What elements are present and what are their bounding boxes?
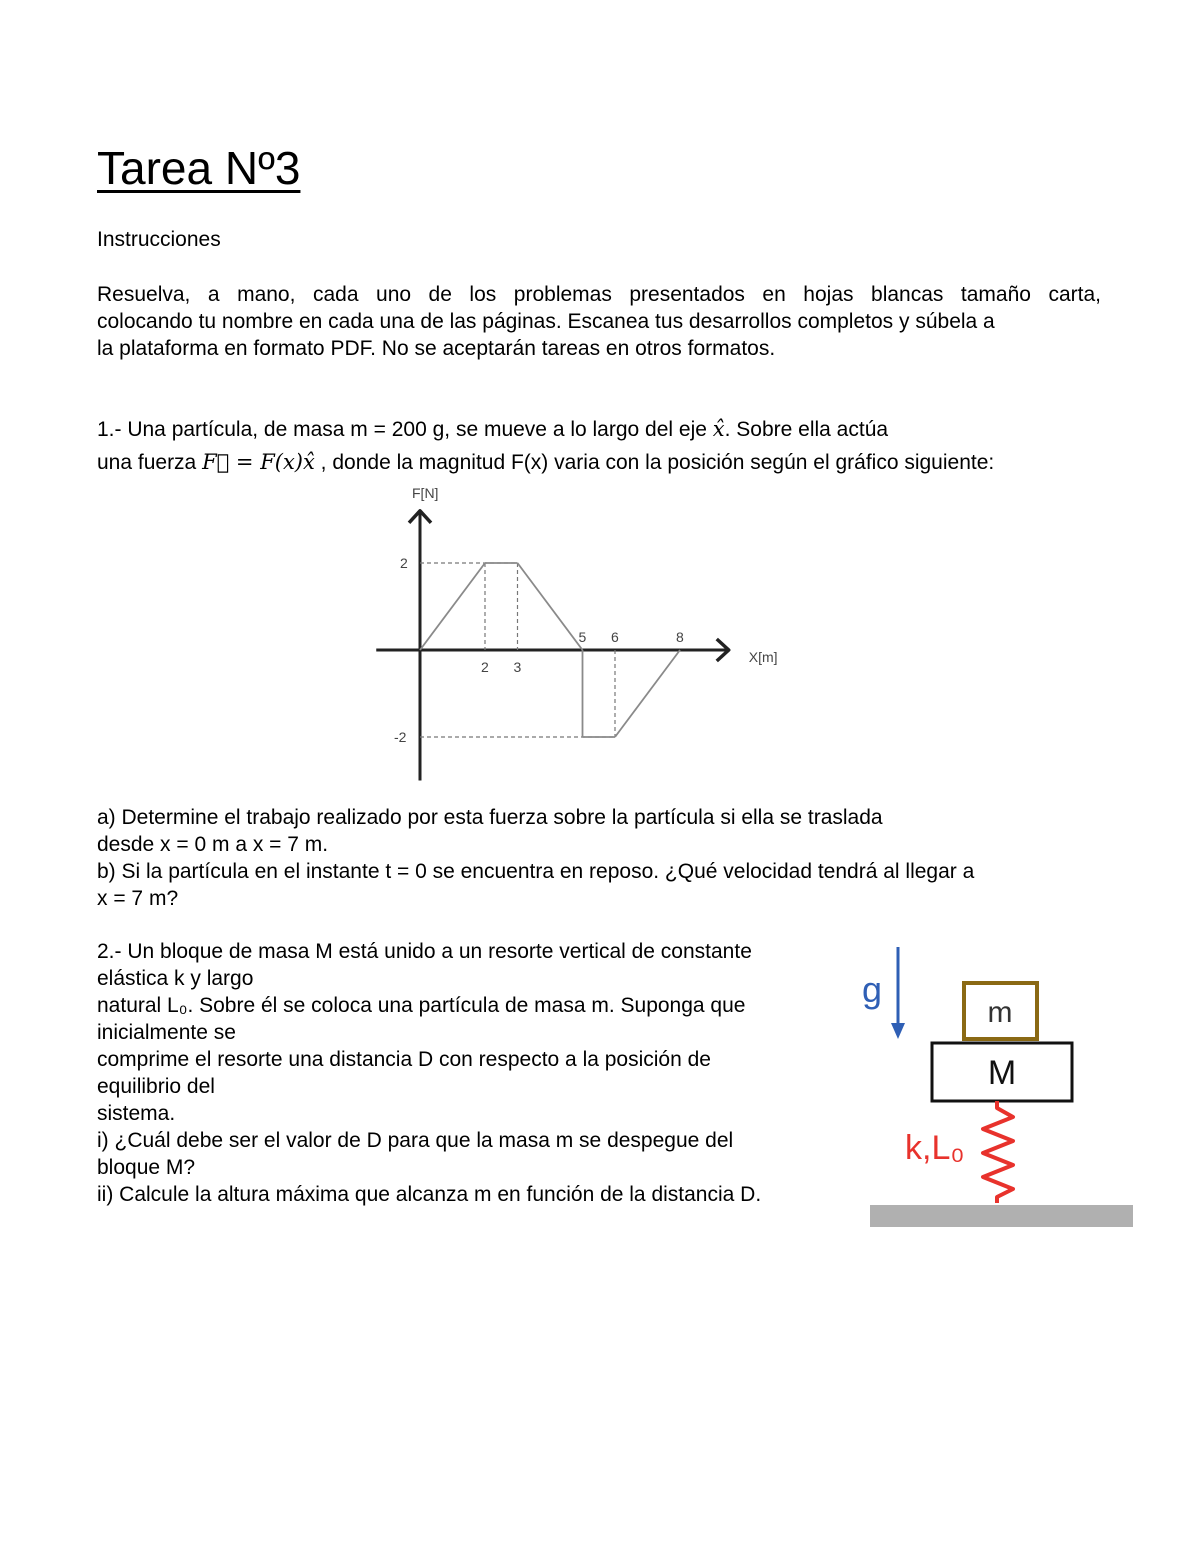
question-a-line1: a) Determine el trabajo realizado por esta fuerza sobre la partícula si ella se traslada	[97, 806, 883, 829]
problem2-line: sistema.	[97, 1102, 176, 1125]
spring	[983, 1101, 1013, 1203]
problem1-text: . Sobre ella actúa	[724, 418, 889, 441]
problem2-line: natural L₀. Sobre él se coloca una partícula de masa m. Suponga que	[97, 994, 746, 1017]
x-axis-label: X[m]	[748, 649, 778, 665]
problem2-question-i-cont: bloque M?	[97, 1156, 196, 1179]
problem2-line: 2.- Un bloque de masa M está unido a un resorte vertical de constante	[97, 940, 752, 963]
problem2-line: comprime el resorte una distancia D con respecto a la posición de	[97, 1048, 711, 1071]
problem1-text: una fuerza	[97, 451, 203, 474]
x-tick-label: 5	[578, 629, 587, 645]
problem2-question-i: i) ¿Cuál debe ser el valor de D para que la masa m se despegue del	[97, 1129, 734, 1152]
ground	[870, 1205, 1133, 1227]
y-axis-label: F[N]	[412, 485, 439, 501]
spring-label: k,L₀	[905, 1129, 965, 1167]
problem2-line: inicialmente se	[97, 1021, 236, 1044]
x-tick-label: 8	[676, 629, 684, 645]
page-title: Tarea Nº3	[97, 142, 301, 194]
question-a-line2: desde x = 0 m a x = 7 m.	[97, 833, 329, 856]
problem2-line: equilibrio del	[97, 1075, 215, 1098]
problem2-question-ii: ii) Calcule la altura máxima que alcanza m en función de la distancia D.	[97, 1183, 762, 1206]
force-equation: F⃗ = F(x)x̂	[202, 450, 315, 474]
instructions-line-3: la plataforma en formato PDF. No se aceptarán tareas en otros formatos.	[97, 337, 776, 360]
force-segment	[615, 650, 680, 737]
instructions-line-1: Resuelva, a mano, cada uno de los problemas presentados en hojas blancas tamaño carta,	[97, 283, 1101, 306]
x-tick-label: 3	[513, 659, 522, 675]
instructions-heading: Instrucciones	[97, 228, 221, 251]
y-tick-label: 2	[400, 555, 408, 571]
problem1-statement-line2	[97, 449, 994, 476]
force-segment	[420, 563, 485, 650]
force-position-chart	[340, 480, 860, 790]
force-segment	[518, 563, 583, 650]
unit-vector-x: x̂	[712, 417, 725, 441]
gravity-arrow-head-icon	[891, 1023, 905, 1039]
small-mass-label: m	[987, 996, 1013, 1029]
gravity-label: g	[862, 969, 883, 1010]
y-tick-label: -2	[394, 729, 407, 745]
problem1-text: , donde la magnitud F(x) varia con la posición según el gráfico siguiente:	[314, 451, 995, 474]
problem1-text: 1.- Una partícula, de masa m = 200 g, se mueve a lo largo del eje	[97, 418, 713, 441]
problem2-line: elástica k y largo	[97, 967, 254, 990]
instructions-line-2: colocando tu nombre en cada una de las páginas. Escanea tus desarrollos completos y súbela a	[97, 310, 995, 333]
problem1-statement-line1	[97, 416, 888, 443]
big-mass-label: M	[987, 1054, 1017, 1092]
spring-mass-figure	[850, 935, 1150, 1235]
x-tick-label: 2	[481, 659, 489, 675]
question-b-line2: x = 7 m?	[97, 887, 179, 910]
x-tick-label: 6	[611, 629, 619, 645]
question-b-line1: b) Si la partícula en el instante t = 0 se encuentra en reposo. ¿Qué velocidad tendrá al llegar a	[97, 860, 975, 883]
